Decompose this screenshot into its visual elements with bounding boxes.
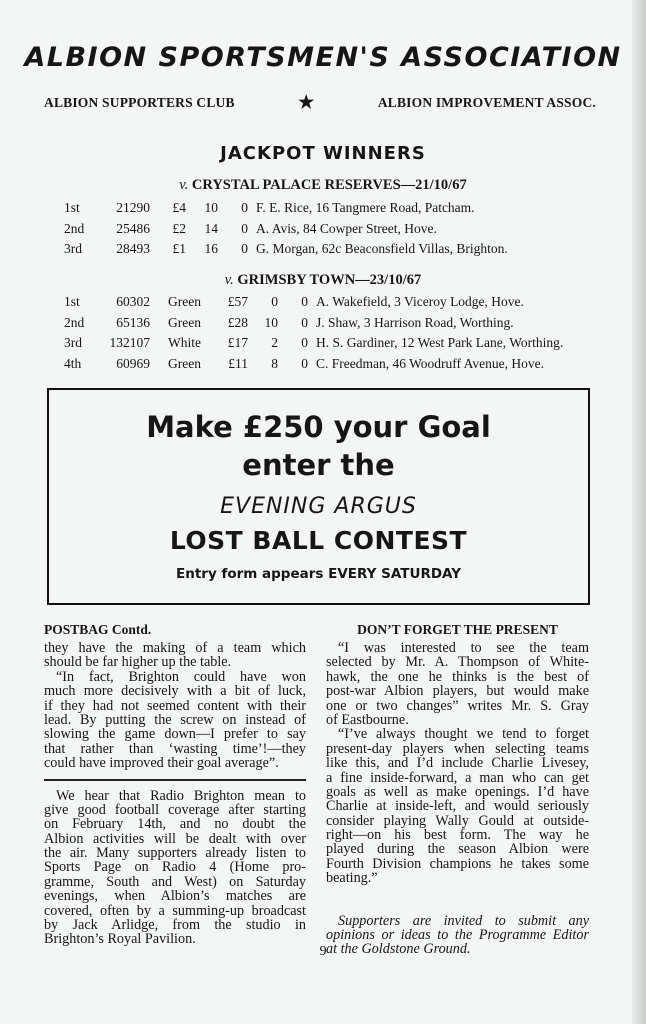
winner-cell: 25486 [116, 220, 150, 236]
text-line: should be far higher up the table. [44, 654, 232, 671]
winner-cell: 2nd [64, 220, 85, 236]
winner-cell: 65136 [116, 314, 150, 330]
winner-cell: 3rd [64, 241, 82, 257]
text-line: lead. By putting the screw on instead of [44, 711, 306, 728]
winner-cell: Green [168, 355, 201, 371]
text-line: post-war Albion players, but would make [326, 683, 589, 700]
winner-cell: Green [168, 314, 201, 330]
text-line: played during the season Albion were [326, 841, 589, 858]
winner-cell: 0 [301, 355, 308, 371]
winner-cell: 0 [301, 294, 308, 310]
winner-cell: 60969 [116, 355, 150, 371]
ad-newspaper: EVENING ARGUS [220, 494, 417, 519]
winner-cell: 8 [271, 355, 278, 371]
text-line: like this, and I’d include Charlie Livesey, [326, 755, 589, 772]
winner-cell: 21290 [116, 200, 150, 216]
winner-cell: £17 [227, 335, 248, 351]
winners-table [64, 198, 508, 260]
text-line: Albion activities will be dealt with over [44, 830, 306, 847]
text-line: if they had not seemed content with their [44, 697, 306, 714]
winner-cell: 0 [301, 335, 308, 351]
ad-entry-note: Entry form appears EVERY SATURDAY [176, 566, 461, 582]
text-line: “I was interested to see the team [338, 640, 589, 656]
supporters-club-label: ALBION SUPPORTERS CLUB [44, 94, 235, 110]
versus-label: v. [224, 272, 234, 288]
text-line: “I’ve always thought we tend to forget [338, 726, 589, 743]
winner-name: A. Wakefield, 3 Viceroy Lodge, Hove. [316, 294, 524, 310]
text-line: Fourth Division champions he takes some [326, 855, 589, 872]
text-line: hawk, the one he thinks is the best of [326, 668, 589, 685]
ad-contest: LOST BALL CONTEST [169, 526, 468, 555]
winner-cell: 10 [204, 200, 218, 216]
winner-cell: £28 [227, 314, 248, 330]
winner-row [64, 292, 563, 313]
text-line: selected by Mr. A. Thompson of White- [326, 654, 589, 671]
winner-cell: 1st [64, 294, 80, 310]
subheader [44, 92, 596, 113]
text-line: much more decisively with a bit of luck, [44, 683, 306, 700]
winner-cell: White [168, 335, 201, 351]
text-line: at the Goldstone Ground. [326, 941, 471, 958]
text-line: covered, often by a summing-up broadcast [44, 902, 306, 919]
winner-cell: 0 [241, 241, 248, 257]
text-line: evenings, when Albion’s matches are [44, 888, 306, 905]
text-line: present-day players when selecting teams [326, 740, 589, 757]
winner-cell: £57 [227, 294, 248, 310]
winner-cell: £1 [172, 241, 186, 257]
text-line: right—on his best form. The way he [326, 827, 589, 844]
winner-cell: 60302 [116, 294, 150, 310]
divider-rule [44, 779, 306, 781]
text-line: by Jack Arlidge, from the studio in [44, 917, 306, 934]
winner-cell: 0 [241, 220, 248, 236]
winner-cell: 0 [271, 294, 278, 310]
winner-cell: 4th [64, 355, 82, 371]
text-line: one or two changes” writes Mr. S. Gray [326, 697, 589, 714]
winner-name: C. Freedman, 46 Woodruff Avenue, Hove. [316, 355, 544, 371]
winner-cell: 1st [64, 200, 80, 216]
winner-cell: 28493 [116, 241, 150, 257]
winner-name: J. Shaw, 3 Harrison Road, Worthing. [316, 314, 514, 330]
text-line: gramme, South and West) on Saturday [44, 873, 306, 890]
winner-cell: £4 [172, 200, 186, 216]
match-heading [0, 177, 646, 194]
present-column [326, 622, 589, 957]
text-line: give good football coverage after starting [44, 801, 306, 818]
winners-table [64, 292, 563, 374]
winner-row [64, 198, 508, 219]
text-line: Charlie at inside-left, and would seriously [326, 798, 589, 815]
winner-row [64, 239, 508, 260]
winner-name: H. S. Gardiner, 12 West Park Lane, Worthing. [316, 335, 564, 351]
text-line: a fine inside-forward, a man who can get [326, 769, 589, 786]
winner-name: G. Morgan, 62c Beaconsfield Villas, Brighton. [256, 241, 508, 257]
advert-box [47, 388, 590, 605]
winner-cell: 0 [241, 200, 248, 216]
versus-label: v. [179, 177, 189, 193]
text-line: Supporters are invited to submit any [338, 912, 589, 929]
text-line: consider playing Wally Gould at outside- [326, 812, 589, 829]
winner-name: F. E. Rice, 16 Tangmere Road, Patcham. [256, 200, 475, 216]
winner-cell: £2 [172, 220, 186, 236]
text-line: of Eastbourne. [326, 711, 409, 728]
winner-cell: 0 [301, 314, 308, 330]
text-line: the air. Many supporters already listen to [44, 845, 306, 862]
text-line: We hear that Radio Brighton mean to [56, 787, 306, 804]
text-line: on February 14th, and no doubt the [44, 816, 306, 833]
text-line: Sports Page on Radio 4 (Home pro- [44, 859, 306, 876]
page-title: ALBION SPORTSMEN'S ASSOCIATION [24, 42, 622, 73]
text-line: that rather than ‘wasting time’!—they [44, 740, 306, 757]
text-line: they have the making of a team which [44, 640, 306, 656]
text-line: goals as well as make openings. I’d have [326, 783, 589, 800]
text-line: opinions or ideas to the Programme Editor [326, 927, 589, 944]
winner-cell: 2 [271, 335, 278, 351]
winner-cell: 14 [204, 220, 218, 236]
winner-name: A. Avis, 84 Cowper Street, Hove. [256, 220, 437, 236]
text-line: slowing the game down—I prefer to say [44, 726, 306, 743]
ad-headline: Make £250 your Goal [146, 410, 491, 444]
text-line: Brighton’s Royal Pavilion. [44, 931, 196, 948]
present-heading: DON’T FORGET THE PRESENT [357, 622, 558, 637]
winner-cell: 132107 [109, 335, 150, 351]
postbag-heading: POSTBAG Contd. [44, 622, 152, 637]
winner-cell: 3rd [64, 335, 82, 351]
improvement-assoc-label: ALBION IMPROVEMENT ASSOC. [377, 94, 596, 110]
match-name: CRYSTAL PALACE RESERVES—21/10/67 [191, 177, 467, 193]
winner-cell: 10 [264, 314, 278, 330]
match-name: GRIMSBY TOWN—23/10/67 [237, 272, 422, 288]
text-line: could have improved their goal average”. [44, 755, 279, 772]
winner-row [64, 333, 563, 354]
page-number: 9 [319, 944, 327, 959]
winner-cell: Green [168, 294, 201, 310]
winner-row [64, 313, 563, 334]
ad-subline: enter the [242, 448, 395, 482]
winner-row [64, 219, 508, 240]
match-heading [0, 272, 646, 289]
jackpot-title: JACKPOT WINNERS [220, 143, 426, 164]
winner-cell: 16 [204, 241, 218, 257]
winner-row [64, 354, 563, 375]
postbag-column [44, 622, 306, 947]
text-line: beating.” [326, 870, 378, 887]
text-line: “In fact, Brighton could have won [56, 668, 306, 685]
star-icon: ★ [298, 92, 315, 112]
winner-cell: 2nd [64, 314, 85, 330]
winner-cell: £11 [228, 355, 248, 371]
